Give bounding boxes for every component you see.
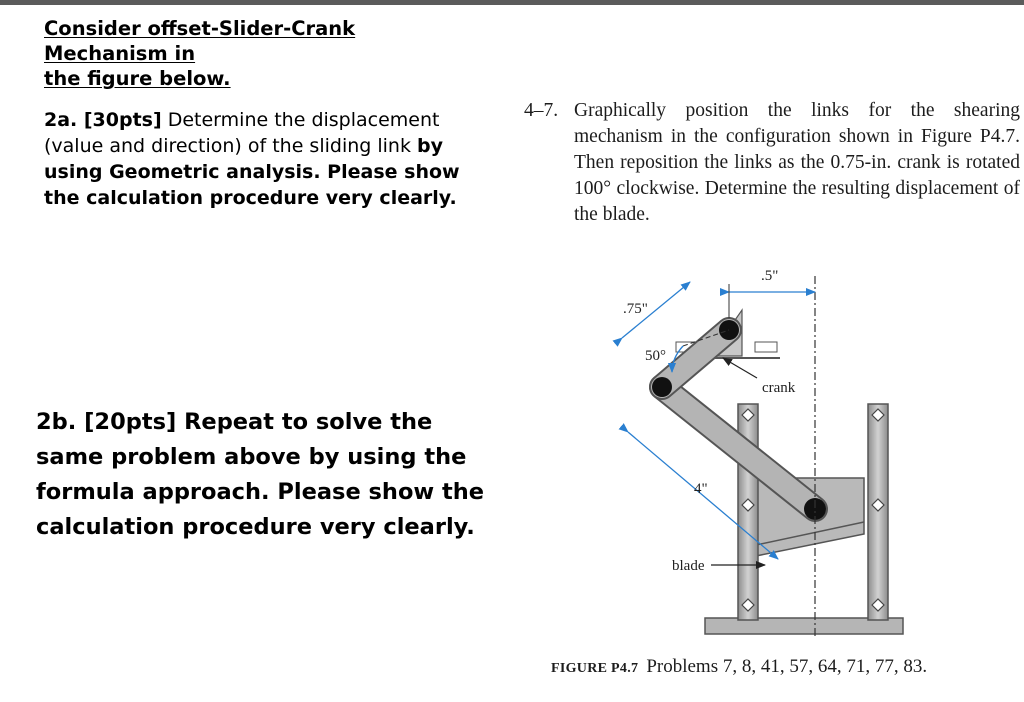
- heading-line-2: the figure below.: [44, 67, 231, 90]
- coupler-length-label: 4": [694, 481, 708, 497]
- question-2a-bold-text: by using Geometric analysis. Please show the calculation procedure very clearly.: [44, 135, 460, 209]
- crank-label: crank: [762, 380, 796, 396]
- problem-statement: Graphically position the links for the shearing mechanism in the configuration shown in Figure P4.7. Then reposition the links as the 0.75-in. crank is rotated 100° clockwise. Determine the resulting displacement of the blade.: [574, 100, 1020, 225]
- question-2a: [44, 107, 494, 211]
- crank-leader: [723, 358, 757, 378]
- offset-label: .5": [761, 268, 779, 284]
- crank-length-label: .75": [623, 301, 648, 317]
- angle-label: 50°: [645, 348, 666, 364]
- question-2b: 2b. [20pts] Repeat to solve the same problem above by using the formula approach. Please show the calculation procedure very clearly.: [36, 409, 485, 540]
- window-top-bar: [0, 0, 1024, 5]
- ground-hatch: [755, 342, 777, 352]
- question-2a-label: 2a. [30pts]: [44, 109, 162, 131]
- caption-text: Problems 7, 8, 41, 57, 64, 71, 77, 83.: [646, 656, 928, 677]
- heading-line-1: Consider offset-Slider-Crank Mechanism in: [44, 17, 356, 65]
- assignment-heading: [44, 16, 484, 91]
- shearing-mechanism-figure: [580, 262, 920, 647]
- problem-number: 4–7.: [524, 100, 559, 121]
- right-guide-post: [868, 404, 888, 620]
- figure-caption: [551, 656, 927, 678]
- blade-label: blade: [672, 558, 705, 574]
- crank-coupler-pin: [652, 377, 672, 397]
- question-2a-text: Determine the displacement (value and direction) of the sliding link: [44, 109, 440, 157]
- caption-label: FIGURE P4.7: [551, 661, 639, 676]
